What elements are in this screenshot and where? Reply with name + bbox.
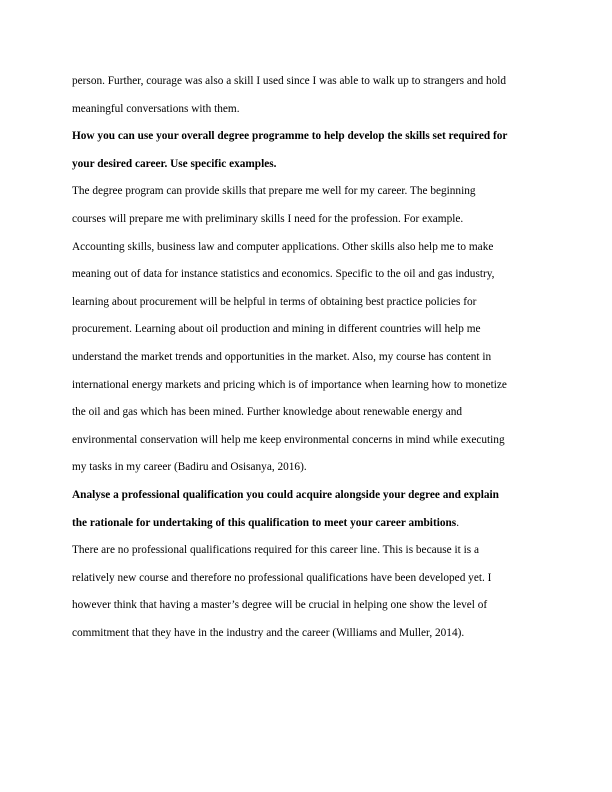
text-line: procurement. Learning about oil production and mining in different countries will help me	[72, 323, 481, 336]
heading-line-wrapper	[72, 510, 542, 538]
heading-line: Analyse a professional qualification you could acquire alongside your degree and explain	[72, 488, 499, 501]
text-line: however think that having a master’s degree will be crucial in helping one show the level of	[72, 599, 488, 612]
text-line: environmental conservation will help me keep environmental concerns in mind while executing	[72, 433, 505, 446]
heading-line: your desired career. Use specific examples.	[72, 157, 277, 170]
section-heading-professional-qualification	[72, 482, 542, 537]
section-heading-degree-programme	[72, 123, 542, 178]
text-line: understand the market trends and opportunities in the market. Also, my course has content in	[72, 350, 492, 363]
paragraph-continuation	[72, 68, 542, 123]
text-line: commitment that they have in the industry and the career (Williams and Muller, 2014).	[72, 626, 465, 639]
heading-trailing-period: .	[456, 516, 460, 529]
text-line: the oil and gas which has been mined. Further knowledge about renewable energy and	[72, 406, 463, 419]
paragraph-professional-qualification	[72, 537, 542, 647]
text-line: There are no professional qualifications required for this career line. This is because it is a	[72, 544, 479, 557]
text-line: Accounting skills, business law and computer applications. Other skills also help me to make	[72, 240, 494, 253]
heading-line: the rationale for undertaking of this qualification to meet your career ambitions	[72, 516, 457, 529]
text-line: my tasks in my career (Badiru and Osisanya, 2016).	[72, 461, 307, 474]
paragraph-degree-programme	[72, 178, 542, 482]
heading-line: How you can use your overall degree programme to help develop the skills set required for	[72, 130, 508, 143]
text-line: person. Further, courage was also a skill I used since I was able to walk up to strangers and hold	[72, 75, 507, 87]
text-line: international energy markets and pricing which is of importance when learning how to monetize	[72, 378, 507, 391]
text-line: meaning out of data for instance statistics and economics. Specific to the oil and gas industry,	[72, 268, 495, 281]
text-line: The degree program can provide skills that prepare me well for my career. The beginning	[72, 185, 476, 198]
document-body	[72, 68, 542, 647]
text-line: courses will prepare me with preliminary skills I need for the profession. For example.	[72, 212, 464, 225]
text-line: meaningful conversations with them.	[72, 102, 240, 115]
text-line: learning about procurement will be helpful in terms of obtaining best practice policies for	[72, 295, 477, 308]
text-line: relatively new course and therefore no professional qualifications have been developed yet. I	[72, 571, 492, 584]
